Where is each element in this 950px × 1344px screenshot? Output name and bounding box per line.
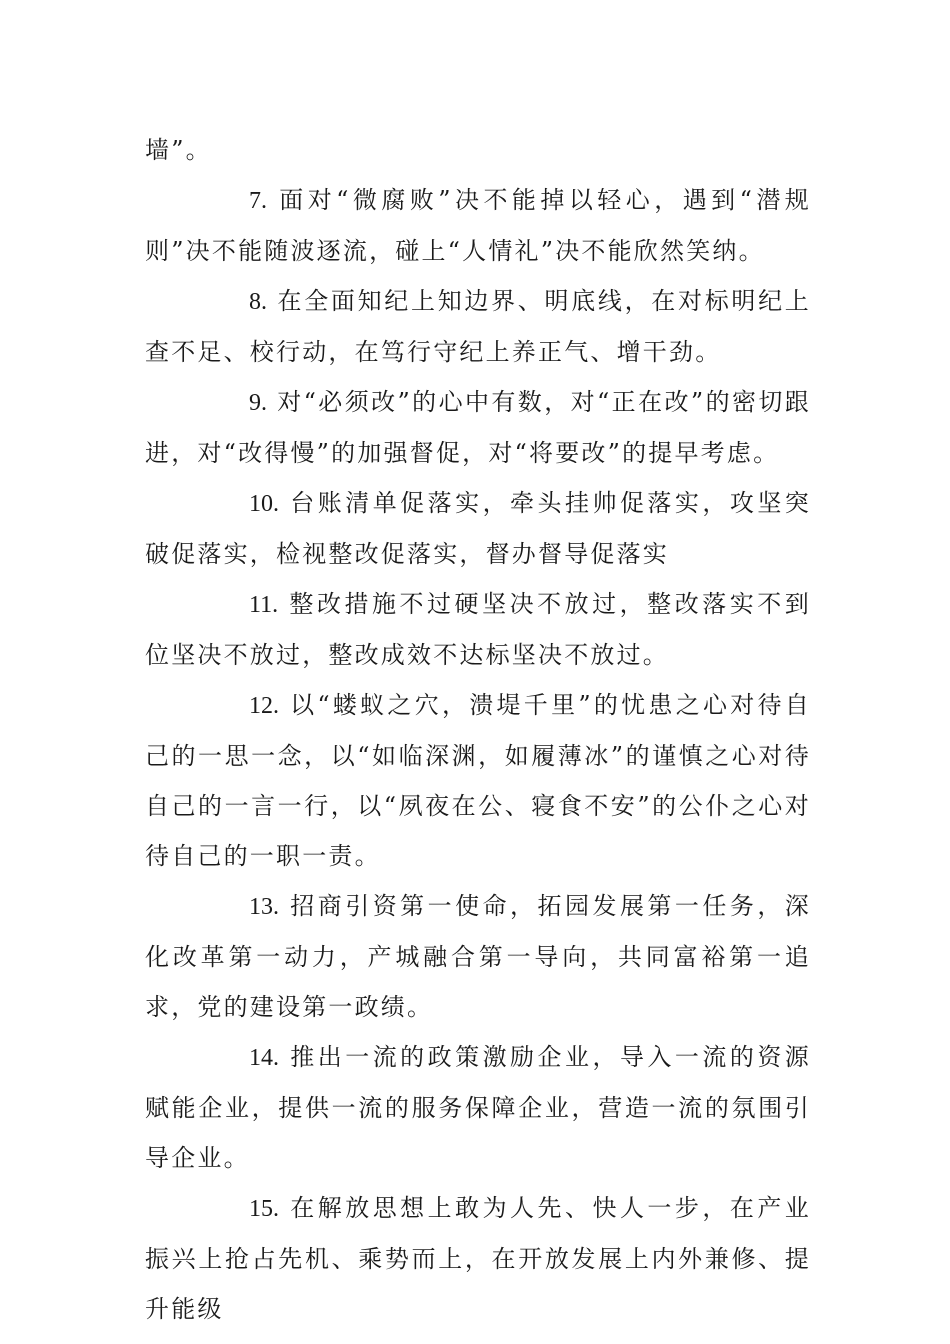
item-text: 台账清单促落实，牵头挂帅促落实，攻坚突破促落实，检视整改促落实，督办督导促落实 bbox=[145, 489, 811, 568]
item-number: 8. bbox=[249, 289, 267, 315]
list-item-10 bbox=[145, 478, 811, 579]
item-number: 10. bbox=[249, 491, 279, 517]
item-number: 7. bbox=[249, 188, 267, 214]
list-item-9 bbox=[145, 377, 811, 478]
item-number: 11. bbox=[249, 592, 279, 618]
item-text: 面对“微腐败”决不能掉以轻心，遇到“潜规则”决不能随波逐流，碰上“人情礼”决不能欣然笑纳。 bbox=[145, 186, 811, 265]
item-text: 在解放思想上敢为人先、快人一步，在产业振兴上抢占先机、乘势而上，在开放发展上内外兼修、提升能级 bbox=[145, 1194, 811, 1323]
item-number: 13. bbox=[249, 894, 279, 920]
item-number: 9. bbox=[249, 390, 267, 416]
list-item-7 bbox=[145, 175, 811, 276]
list-item-12 bbox=[145, 680, 811, 881]
item-text: 以“蝼蚁之穴，溃堤千里”的忧患之心对待自己的一思一念，以“如临深渊，如履薄冰”的谨慎之心对待自己的一言一行，以“夙夜在公、寝食不安”的公仆之心对待自己的一职一责。 bbox=[145, 691, 811, 870]
list-item-14 bbox=[145, 1032, 811, 1183]
list-item-15 bbox=[145, 1183, 811, 1334]
item-number: 14. bbox=[249, 1045, 279, 1071]
item-text: 整改措施不过硬坚决不放过，整改落实不到位坚决不放过，整改成效不达标坚决不放过。 bbox=[145, 590, 811, 669]
list-item-8 bbox=[145, 276, 811, 377]
item-text: 推出一流的政策激励企业，导入一流的资源赋能企业，提供一流的服务保障企业，营造一流的氛围引导企业。 bbox=[145, 1043, 811, 1172]
item-number: 15. bbox=[249, 1196, 279, 1222]
item-text: 对“必须改”的心中有数，对“正在改”的密切跟进，对“改得慢”的加强督促，对“将要改”的提早考虑。 bbox=[145, 388, 811, 467]
item-text: 招商引资第一使命，拓园发展第一任务，深化改革第一动力，产城融合第一导向，共同富裕第一追求，党的建设第一政绩。 bbox=[145, 892, 811, 1021]
list-item-13 bbox=[145, 881, 811, 1032]
item-text: 在全面知纪上知边界、明底线，在对标明纪上查不足、校行动，在笃行守纪上养正气、增干劲。 bbox=[145, 287, 811, 366]
list-item-11 bbox=[145, 579, 811, 680]
item-number: 12. bbox=[249, 693, 279, 719]
continuation-text: 墙”。 bbox=[145, 136, 212, 164]
document-body bbox=[145, 125, 811, 1334]
